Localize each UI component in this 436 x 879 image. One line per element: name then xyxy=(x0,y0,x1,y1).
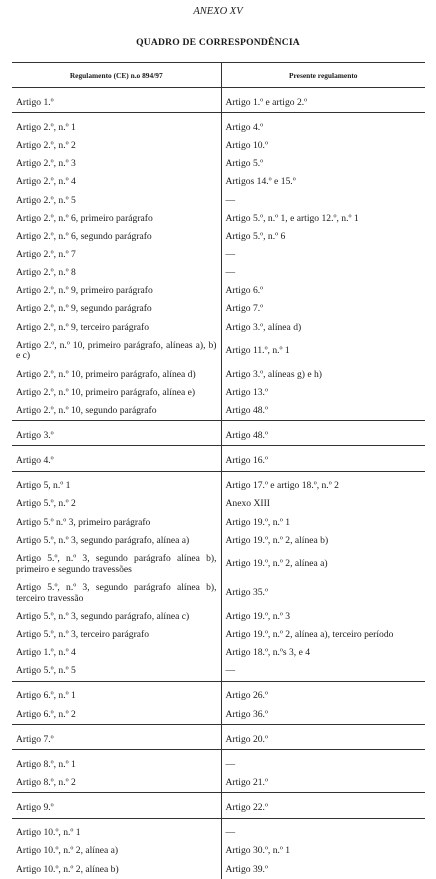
table-header-row xyxy=(12,63,425,88)
present-regulation-cell: — xyxy=(221,818,425,843)
old-regulation-cell: Artigo 2.º, n.º 6, primeiro parágrafo xyxy=(12,210,221,228)
present-regulation-cell: Artigo 5.º xyxy=(225,158,264,170)
table-row xyxy=(12,301,425,319)
table-row xyxy=(12,644,425,662)
present-regulation-cell: Artigo 19.º, n.º 2, alínea b) xyxy=(225,534,329,546)
table-row xyxy=(12,496,425,514)
table-row xyxy=(12,366,425,384)
old-regulation-cell: Artigo 2.º, n.º 10, segundo parágrafo xyxy=(12,402,221,421)
table-row xyxy=(12,246,425,264)
old-regulation-cell: Artigo 10.º, n.º 2, alínea b) xyxy=(12,861,221,879)
table-row xyxy=(12,384,425,402)
table-row xyxy=(12,174,425,192)
present-regulation-cell: Artigo 18.º, n.ºs 3, e 4 xyxy=(225,647,311,659)
table-row xyxy=(12,471,425,496)
old-regulation-cell: Artigo 2.º, n.º 10, primeiro parágrafo, alíneas a), b) e c) xyxy=(12,337,221,366)
table-row xyxy=(12,608,425,626)
table-row xyxy=(12,137,425,155)
table-row xyxy=(12,774,425,793)
old-regulation-cell: Artigo 2.º, n.º 6, segundo parágrafo xyxy=(12,228,221,246)
old-regulation-cell: Artigo 5.º, n.º 3, segundo parágrafo, alínea a) xyxy=(12,532,221,550)
table-row xyxy=(12,681,425,706)
old-regulation-cell: Artigo 5.º, n.º 3, segundo parágrafo alínea b), primeiro e segundo travessões xyxy=(12,550,221,579)
table-row xyxy=(12,421,425,446)
old-regulation-cell: Artigo 2.º, n.º 10, primeiro parágrafo, alínea e) xyxy=(12,384,221,402)
old-regulation-cell: Artigo 8.º, n.º 1 xyxy=(12,750,221,775)
present-regulation-cell: Artigo 17.º e artigo 18.º, n.º 2 xyxy=(221,471,425,496)
table-row xyxy=(12,113,425,138)
table-body xyxy=(12,88,425,879)
table-row xyxy=(12,264,425,282)
old-regulation-cell: Artigo 2.º, n.º 3 xyxy=(12,155,221,173)
present-regulation-cell: Artigo 35.º xyxy=(225,587,268,599)
table-row xyxy=(12,706,425,725)
old-regulation-cell: Artigo 2.º, n.º 5 xyxy=(12,192,221,210)
present-regulation-cell: Artigo 5.º, n.º 1, e artigo 12.º, n.º 1 xyxy=(225,212,359,224)
present-regulation-cell: — xyxy=(221,750,425,775)
present-regulation-cell: Artigo 36.º xyxy=(225,708,268,720)
present-regulation-cell: Artigo 5.º, n.º 6 xyxy=(225,230,286,242)
old-regulation-cell: Artigo 10.º, n.º 2, alínea a) xyxy=(12,843,221,861)
present-regulation-cell: Artigo 19.º, n.º 2, alínea a) xyxy=(225,558,328,570)
present-regulation-cell: Artigo 19.º, n.º 3 xyxy=(225,610,291,622)
table-row xyxy=(12,228,425,246)
present-regulation-cell: Artigo 48.º xyxy=(225,404,268,416)
column-header-regulation-894-97: Regulamento (CE) n.o 894/97 xyxy=(12,63,221,88)
old-regulation-cell: Artigo 3.º xyxy=(12,421,221,446)
present-regulation-cell: Artigo 10.º xyxy=(225,140,268,152)
present-regulation-cell: — xyxy=(225,665,236,677)
old-regulation-cell: Artigo 4.º xyxy=(12,446,221,471)
old-regulation-cell: Artigo 2.º, n.º 9, terceiro parágrafo xyxy=(12,319,221,337)
annex-title: ANEXO XV xyxy=(193,6,243,17)
table-row xyxy=(12,210,425,228)
old-regulation-cell: Artigo 6.º, n.º 1 xyxy=(12,681,221,706)
old-regulation-cell: Artigo 1.º xyxy=(12,88,221,113)
present-regulation-cell: — xyxy=(225,248,236,260)
table-row xyxy=(12,724,425,749)
table-row xyxy=(12,793,425,818)
table-row xyxy=(12,750,425,775)
table-row xyxy=(12,402,425,421)
present-regulation-cell: Anexo XIII xyxy=(225,498,270,510)
table-row xyxy=(12,514,425,532)
table-row xyxy=(12,663,425,682)
old-regulation-cell: Artigo 1.º, n.º 4 xyxy=(12,644,221,662)
present-regulation-cell: Artigo 48.º xyxy=(221,421,425,446)
present-regulation-cell: Artigo 3.º, alíneas g) e h) xyxy=(225,368,322,380)
old-regulation-cell: Artigo 2.º, n.º 9, segundo parágrafo xyxy=(12,301,221,319)
table-row xyxy=(12,550,425,579)
old-regulation-cell: Artigo 6.º, n.º 2 xyxy=(12,706,221,725)
present-regulation-cell: Artigo 20.º xyxy=(221,724,425,749)
present-regulation-cell: Artigo 7.º xyxy=(225,303,264,315)
old-regulation-cell: Artigo 9.º xyxy=(12,793,221,818)
table-row xyxy=(12,626,425,644)
present-regulation-cell: Artigo 21.º xyxy=(225,777,268,789)
present-regulation-cell: Artigo 19.º, n.º 1 xyxy=(225,516,291,528)
correspondence-table xyxy=(12,62,425,879)
table-row xyxy=(12,579,425,608)
table-row xyxy=(12,319,425,337)
old-regulation-cell: Artigo 5.º, n.º 3, segundo parágrafo, alínea c) xyxy=(12,608,221,626)
present-regulation-cell: Artigo 19.º, n.º 2, alínea a), terceiro período xyxy=(225,629,394,641)
table-row xyxy=(12,155,425,173)
old-regulation-cell: Artigo 2.º, n.º 1 xyxy=(12,113,221,138)
table-row xyxy=(12,88,425,113)
present-regulation-cell: Artigo 22.º xyxy=(221,793,425,818)
old-regulation-cell: Artigo 5.º, n.º 5 xyxy=(12,663,221,682)
old-regulation-cell: Artigo 5, n.º 1 xyxy=(12,471,221,496)
present-regulation-cell: Artigo 39.º xyxy=(225,863,268,875)
old-regulation-cell: Artigo 2.º, n.º 9, primeiro parágrafo xyxy=(12,282,221,300)
present-regulation-cell: Artigo 3.º, alínea d) xyxy=(225,321,302,333)
old-regulation-cell: Artigo 2.º, n.º 10, primeiro parágrafo, alínea d) xyxy=(12,366,221,384)
column-header-present-regulation: Presente regulamento xyxy=(221,63,425,88)
table-row xyxy=(12,843,425,861)
present-regulation-cell: Artigo 13.º xyxy=(225,386,268,398)
old-regulation-cell: Artigo 2.º, n.º 7 xyxy=(12,246,221,264)
old-regulation-cell: Artigo 5.º, n.º 3, terceiro parágrafo xyxy=(12,626,221,644)
present-regulation-cell: Artigo 16.º xyxy=(221,446,425,471)
present-regulation-cell: Artigo 30.º, n.º 1 xyxy=(225,845,291,857)
table-row xyxy=(12,192,425,210)
present-regulation-cell: Artigo 11.º, n.º 1 xyxy=(225,345,290,357)
present-regulation-cell: Artigos 14.º e 15.º xyxy=(225,176,296,188)
table-row xyxy=(12,532,425,550)
present-regulation-cell: Artigo 4.º xyxy=(221,113,425,138)
present-regulation-cell: Artigo 6.º xyxy=(225,285,264,297)
table-row xyxy=(12,861,425,879)
old-regulation-cell: Artigo 2.º, n.º 2 xyxy=(12,137,221,155)
table-row xyxy=(12,446,425,471)
old-regulation-cell: Artigo 2.º, n.º 4 xyxy=(12,174,221,192)
old-regulation-cell: Artigo 5.º, n.º 2 xyxy=(12,496,221,514)
old-regulation-cell: Artigo 10.º, n.º 1 xyxy=(12,818,221,843)
present-regulation-cell: — xyxy=(225,267,236,279)
old-regulation-cell: Artigo 5.º, n.º 3, segundo parágrafo alínea b), terceiro travessão xyxy=(12,579,221,608)
table-row xyxy=(12,282,425,300)
present-regulation-cell: — xyxy=(225,194,236,206)
present-regulation-cell: Artigo 1.º e artigo 2.º xyxy=(225,96,308,108)
old-regulation-cell: Artigo 7.º xyxy=(12,724,221,749)
old-regulation-cell: Artigo 5.º n.º 3, primeiro parágrafo xyxy=(12,514,221,532)
table-row xyxy=(12,818,425,843)
old-regulation-cell: Artigo 2.º, n.º 8 xyxy=(12,264,221,282)
table-title: QUADRO DE CORRESPONDÊNCIA xyxy=(136,37,300,48)
old-regulation-cell: Artigo 8.º, n.º 2 xyxy=(12,774,221,793)
present-regulation-cell: Artigo 26.º xyxy=(221,681,425,706)
table-row xyxy=(12,337,425,366)
